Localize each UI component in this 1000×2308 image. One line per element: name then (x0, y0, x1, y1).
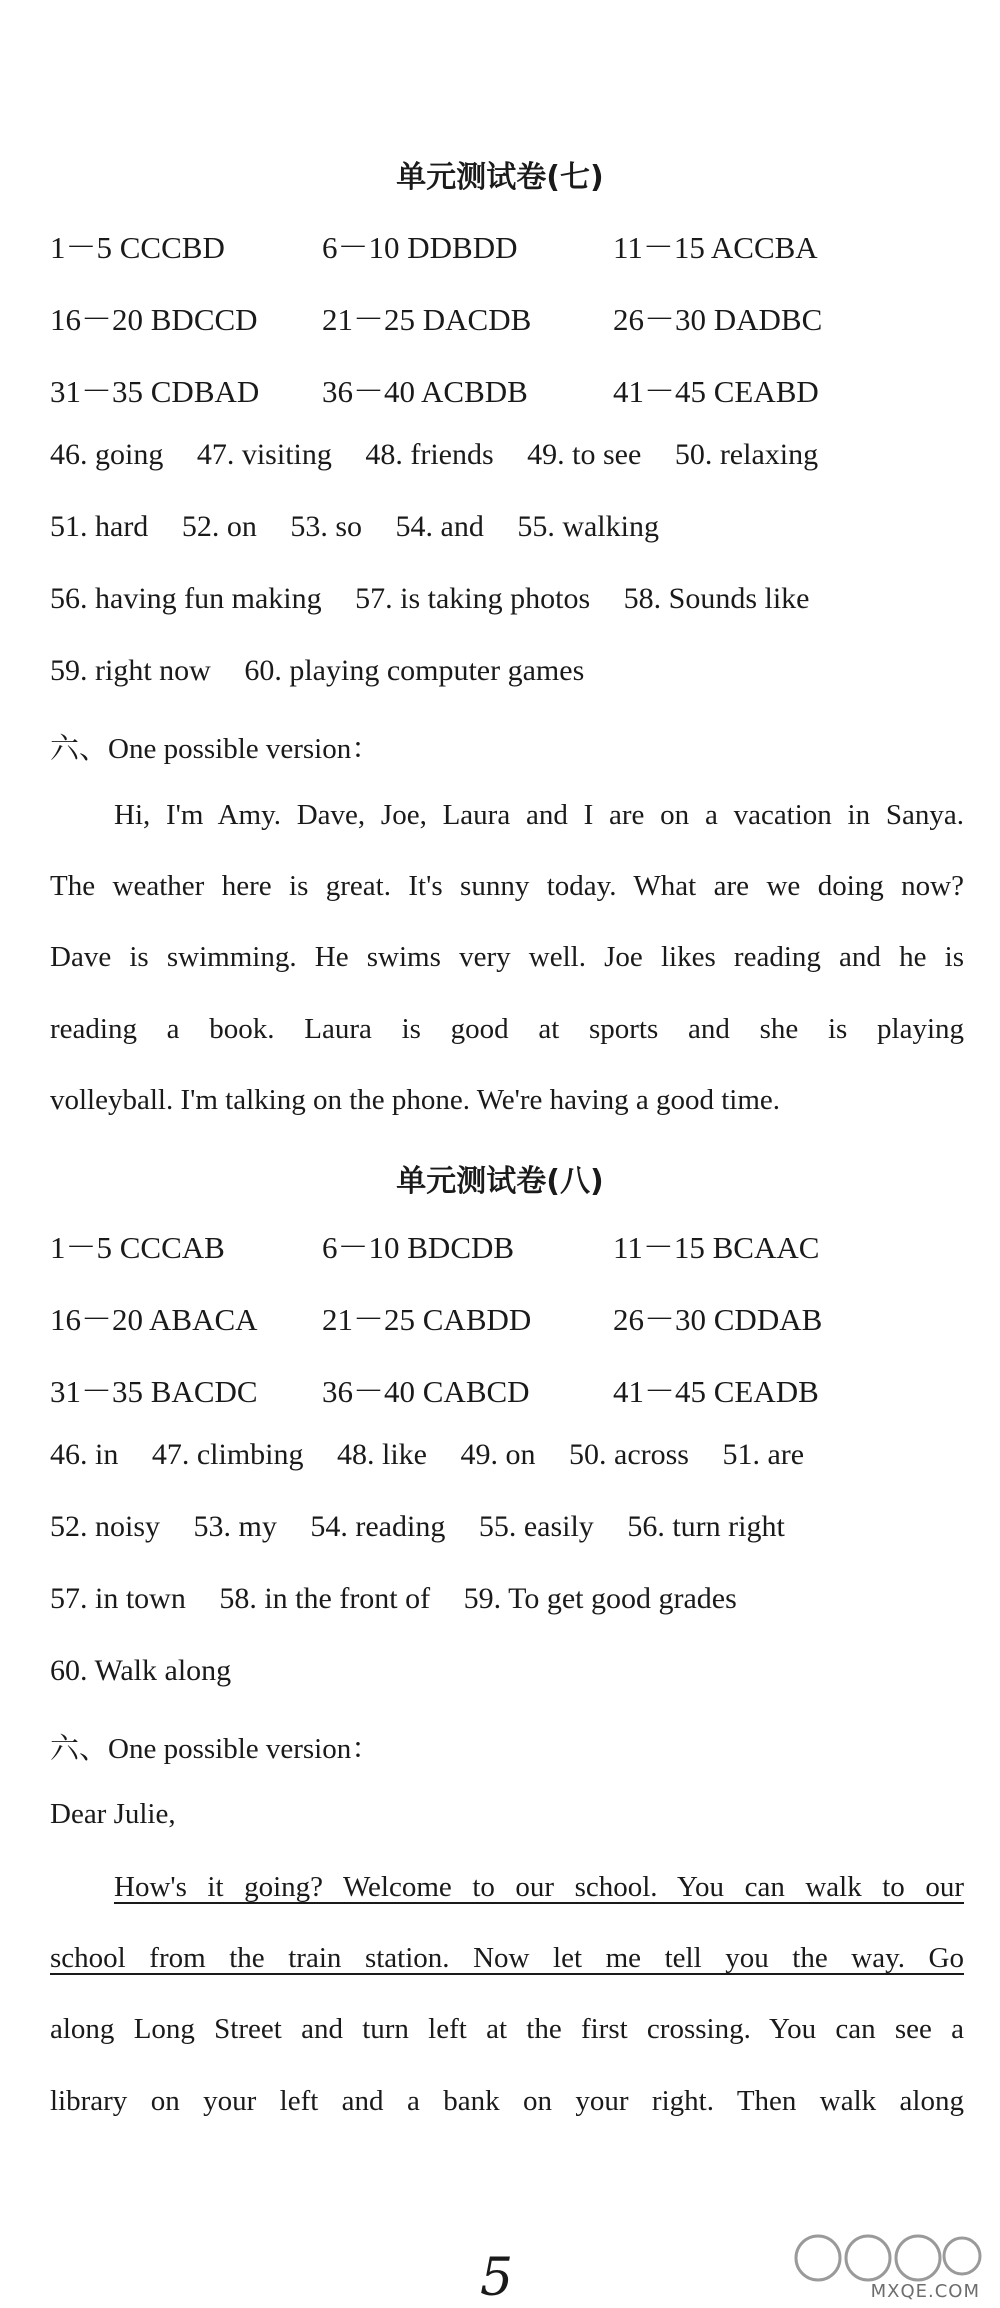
unit8-fill-54: 54. reading (310, 1510, 446, 1543)
unit8-fill-row-2 (50, 1510, 811, 1544)
unit8-fill-50: 50. across (569, 1438, 689, 1471)
unit7-fill-47: 47. visiting (196, 438, 332, 471)
unit8-answer-11-15: 11－15 BCAAC (613, 1230, 820, 1265)
unit8-fill-52: 52. noisy (50, 1510, 161, 1543)
unit8-answer-36-40: 36－40 CABCD (322, 1374, 530, 1409)
unit7-answer-1-5: 1－5 CCCBD (50, 230, 225, 265)
unit7-fill-49: 49. to see (527, 438, 642, 471)
unit7-fill-57: 57. is taking photos (355, 582, 591, 615)
unit8-answer-16-20: 16－20 ABACA (50, 1302, 258, 1337)
unit7-fill-46: 46. going (50, 438, 164, 471)
unit7-answer-26-30: 26－30 DADBC (613, 302, 823, 337)
unit7-essay (50, 780, 964, 1136)
unit7-answer-21-25: 21－25 DACDB (322, 302, 532, 337)
unit8-answer-26-30: 26－30 CDDAB (613, 1302, 823, 1337)
unit8-fill-53: 53. my (193, 1510, 277, 1543)
unit8-answer-1-5: 1－5 CCCAB (50, 1230, 225, 1265)
unit7-fill-row-4 (50, 654, 610, 688)
unit8-fill-49: 49. on (460, 1438, 536, 1471)
unit7-essay-line-2: The weather here is great. It's sunny today. What are we doing now? (50, 870, 964, 903)
unit8-fill-60: 60. Walk along (50, 1654, 232, 1687)
unit8-fill-59: 59. To get good grades (463, 1582, 737, 1615)
unit7-fill-51: 51. hard (50, 510, 149, 543)
unit7-fill-58: 58. Sounds like (623, 582, 810, 615)
unit8-essay-line-3: along Long Street and turn left at the first crossing. You can see a (50, 2013, 964, 2046)
unit7-essay-line-3: Dave is swimming. He swims very well. Joe likes reading and he is (50, 941, 964, 974)
unit8-fill-51: 51. are (722, 1438, 805, 1471)
unit8-answer-21-25: 21－25 CABDD (322, 1302, 532, 1337)
unit8-writing-label: 六、One possible version： (50, 1733, 381, 1765)
unit7-answer-6-10: 6－10 DDBDD (322, 230, 518, 265)
unit7-fill-59: 59. right now (50, 654, 211, 687)
watermark-text: MXQE.COM (870, 2281, 980, 2302)
unit8-essay-line-2-text: school from the train station. Now let me tell you the way. Go (50, 1942, 964, 1975)
unit8-fill-47: 47. climbing (151, 1438, 304, 1471)
unit8-answer-31-35: 31－35 BACDC (50, 1374, 258, 1409)
unit7-essay-line-5: volleyball. I'm talking on the phone. We're having a good time. (50, 1083, 780, 1116)
unit8-greeting: Dear Julie, (50, 1798, 176, 1830)
unit7-answer-31-35: 31－35 CDBAD (50, 374, 260, 409)
unit8-fill-row-4 (50, 1654, 257, 1688)
unit8-fill-row-1 (50, 1438, 830, 1472)
unit8-answer-41-45: 41－45 CEADB (613, 1374, 819, 1409)
unit7-fill-row-1 (50, 438, 844, 472)
unit7-answer-41-45: 41－45 CEABD (613, 374, 819, 409)
unit7-essay-line-4: reading a book. Laura is good at sports and she is playing (50, 1012, 964, 1045)
unit8-fill-46: 46. in (50, 1438, 119, 1471)
unit7-fill-48: 48. friends (365, 438, 494, 471)
unit8-essay-line-1: How's it going? Welcome to our school. You can walk to our (114, 1871, 964, 1903)
unit7-fill-54: 54. and (395, 510, 484, 543)
unit7-answer-16-20: 16－20 BDCCD (50, 302, 258, 337)
unit8-title: 单元测试卷(八) (396, 1164, 604, 1199)
unit8-fill-57: 57. in town (50, 1582, 186, 1615)
unit7-answer-36-40: 36－40 ACBDB (322, 374, 528, 409)
unit7-answer-11-15: 11－15 ACCBA (613, 230, 818, 265)
unit7-fill-52: 52. on (181, 510, 257, 543)
unit8-fill-58: 58. in the front of (219, 1582, 431, 1615)
page-number: 5 (480, 2248, 514, 2308)
unit7-essay-line-1: Hi, I'm Amy. Dave, Joe, Laura and I are on a vacation in Sanya. (114, 799, 964, 831)
unit8-fill-48: 48. like (337, 1438, 427, 1471)
unit7-fill-row-3 (50, 582, 836, 616)
unit8-essay-line-2 (50, 1923, 964, 1994)
unit8-essay-line-4: library on your left and a bank on your right. Then walk along (50, 2084, 964, 2117)
unit8-essay (50, 1852, 964, 2137)
unit8-fill-55: 55. easily (478, 1510, 594, 1543)
unit7-writing-label: 六、One possible version： (50, 733, 381, 765)
unit7-fill-50: 50. relaxing (674, 438, 819, 471)
unit7-title: 单元测试卷(七) (396, 160, 604, 195)
unit7-fill-55: 55. walking (517, 510, 659, 543)
unit8-answer-6-10: 6－10 BDCDB (322, 1230, 515, 1265)
unit7-fill-60: 60. playing computer games (244, 654, 585, 687)
unit7-fill-56: 56. having fun making (50, 582, 322, 615)
unit8-fill-56: 56. turn right (627, 1510, 785, 1543)
unit7-fill-53: 53. so (290, 510, 362, 543)
unit7-fill-row-2 (50, 510, 685, 544)
unit8-fill-row-3 (50, 1582, 763, 1616)
